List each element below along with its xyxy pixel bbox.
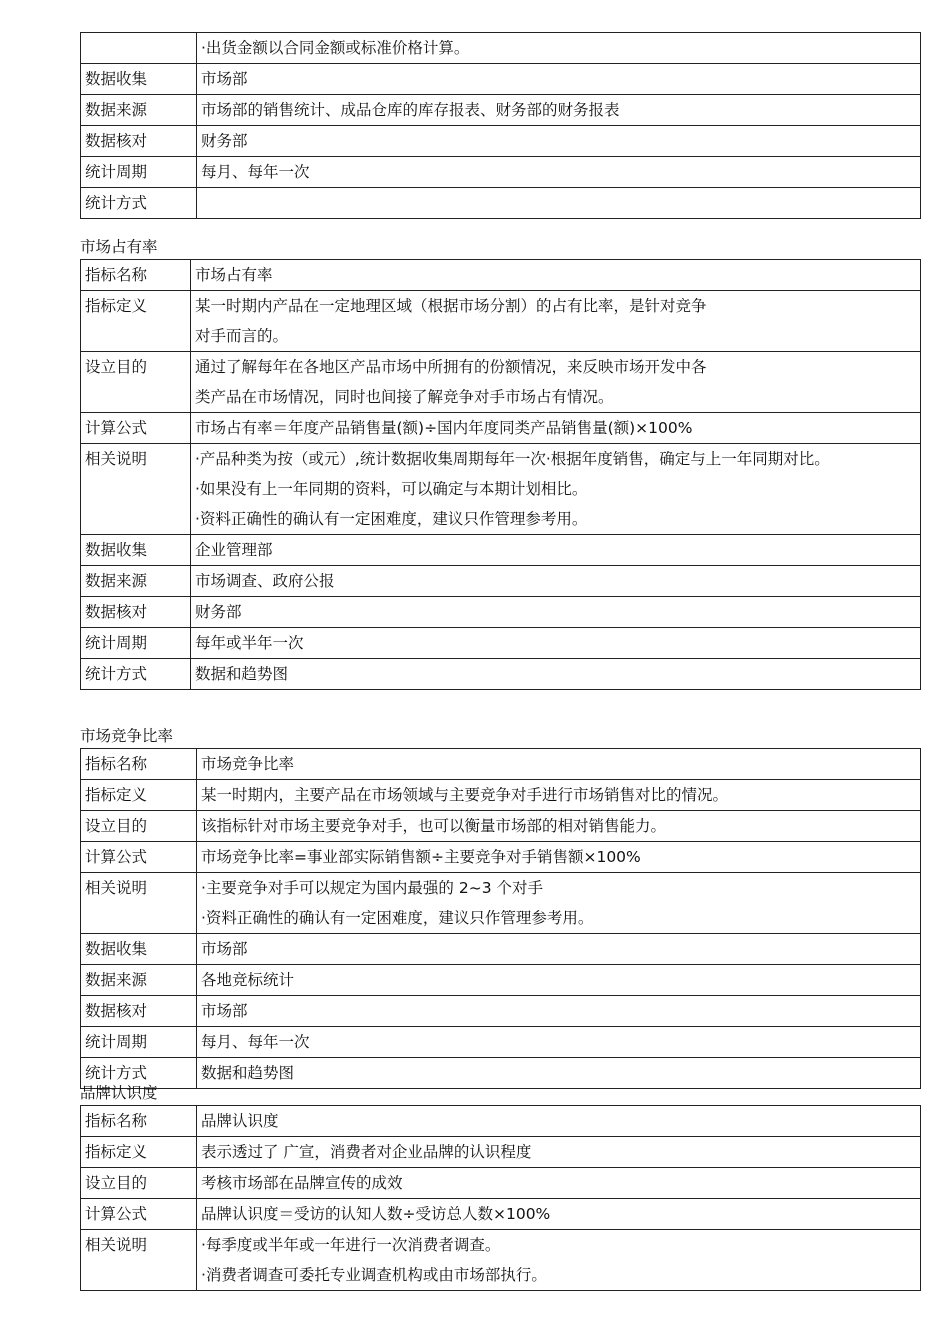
value-line: 某一时期内产品在一定地理区域（根据市场分割）的占有比率，是针对竞争 bbox=[195, 297, 707, 315]
row-label: 数据核对 bbox=[81, 597, 191, 628]
row-label: 数据收集 bbox=[81, 64, 197, 95]
table-row bbox=[81, 1058, 921, 1089]
table-continued bbox=[80, 32, 921, 219]
row-label: 指标名称 bbox=[81, 260, 191, 291]
row-value bbox=[197, 780, 921, 811]
value-line bbox=[201, 188, 920, 218]
value-line: 某一时期内，主要产品在市场领域与主要竞争对手进行市场销售对比的情况。 bbox=[201, 786, 729, 804]
row-label: 统计方式 bbox=[81, 188, 197, 219]
row-label: 指标名称 bbox=[81, 749, 197, 780]
row-value bbox=[197, 1058, 921, 1089]
value-line: 市场调查、政府公报 bbox=[195, 572, 335, 590]
row-label: 数据来源 bbox=[81, 95, 197, 126]
table-row bbox=[81, 873, 921, 934]
value-line: ·资料正确性的确认有一定困难度，建议只作管理参考用。 bbox=[195, 510, 588, 528]
row-label: 统计方式 bbox=[81, 1058, 197, 1089]
section-title-market-share: 市场占有率 bbox=[80, 238, 158, 256]
row-label: 指标定义 bbox=[81, 291, 191, 352]
section-title-competition-ratio: 市场竞争比率 bbox=[80, 727, 174, 745]
table-row bbox=[81, 535, 921, 566]
value-line: 企业管理部 bbox=[195, 541, 273, 559]
row-value bbox=[191, 260, 921, 291]
table-row bbox=[81, 1106, 921, 1137]
row-value bbox=[191, 535, 921, 566]
row-value bbox=[197, 126, 921, 157]
table-row bbox=[81, 352, 921, 413]
row-label: 计算公式 bbox=[81, 413, 191, 444]
value-line: 市场部的销售统计、成品仓库的库存报表、财务部的财务报表 bbox=[201, 101, 620, 119]
table-row bbox=[81, 780, 921, 811]
table-row bbox=[81, 1168, 921, 1199]
value-line: 市场部 bbox=[201, 1002, 248, 1020]
row-label: 数据来源 bbox=[81, 965, 197, 996]
row-value bbox=[197, 157, 921, 188]
row-value bbox=[197, 95, 921, 126]
value-line: 市场部 bbox=[201, 940, 248, 958]
row-value bbox=[197, 749, 921, 780]
value-line: 市场占有率＝年度产品销售量(额)÷国内年度同类产品销售量(额)×100% bbox=[195, 419, 693, 437]
row-value bbox=[197, 996, 921, 1027]
row-label: 指标定义 bbox=[81, 780, 197, 811]
row-label: 设立目的 bbox=[81, 811, 197, 842]
value-line: 通过了解每年在各地区产品市场中所拥有的份额情况，来反映市场开发中各 bbox=[195, 358, 707, 376]
value-line: 表示透过了 广宣，消费者对企业品牌的认识程度 bbox=[201, 1143, 532, 1161]
table-row bbox=[81, 1199, 921, 1230]
value-line: 数据和趋势图 bbox=[195, 665, 289, 683]
row-value bbox=[197, 1106, 921, 1137]
row-value bbox=[197, 873, 921, 934]
table-row bbox=[81, 842, 921, 873]
table-row bbox=[81, 260, 921, 291]
value-line: 市场竞争比率=事业部实际销售额÷主要竞争对手销售额×100% bbox=[201, 848, 641, 866]
value-line: 每月、每年一次 bbox=[201, 163, 310, 181]
row-label: 统计周期 bbox=[81, 1027, 197, 1058]
row-label: 设立目的 bbox=[81, 1168, 197, 1199]
section-title-brand-awareness: 品牌认识度 bbox=[80, 1084, 158, 1102]
row-label: 统计周期 bbox=[81, 628, 191, 659]
table-row bbox=[81, 157, 921, 188]
row-value bbox=[191, 413, 921, 444]
row-label: 数据来源 bbox=[81, 566, 191, 597]
table-row bbox=[81, 291, 921, 352]
value-line: ·每季度或半年或一年进行一次消费者调查。 bbox=[201, 1236, 501, 1254]
row-value bbox=[197, 33, 921, 64]
row-value bbox=[197, 842, 921, 873]
value-line: 市场占有率 bbox=[195, 266, 273, 284]
table-row bbox=[81, 996, 921, 1027]
table-row bbox=[81, 188, 921, 219]
row-label: 数据核对 bbox=[81, 126, 197, 157]
table-row bbox=[81, 965, 921, 996]
row-value bbox=[191, 444, 921, 535]
value-line: ·资料正确性的确认有一定困难度，建议只作管理参考用。 bbox=[201, 909, 594, 927]
row-value bbox=[197, 1027, 921, 1058]
value-line: 每年或半年一次 bbox=[195, 634, 304, 652]
row-label: 数据收集 bbox=[81, 535, 191, 566]
row-value bbox=[191, 628, 921, 659]
value-line: ·主要竞争对手可以规定为国内最强的 2~3 个对手 bbox=[201, 879, 543, 897]
row-label: 指标定义 bbox=[81, 1137, 197, 1168]
row-label: 数据收集 bbox=[81, 934, 197, 965]
value-line: 对手而言的。 bbox=[195, 327, 289, 345]
row-label: 相关说明 bbox=[81, 1230, 197, 1291]
row-value bbox=[197, 1137, 921, 1168]
table-row bbox=[81, 659, 921, 690]
table-row bbox=[81, 1027, 921, 1058]
row-value bbox=[191, 566, 921, 597]
value-line: 品牌认识度＝受访的认知人数÷受访总人数×100% bbox=[201, 1205, 551, 1223]
row-value bbox=[197, 811, 921, 842]
row-value bbox=[197, 64, 921, 95]
value-line: 市场部 bbox=[201, 70, 248, 88]
table-competition-ratio bbox=[80, 748, 921, 1089]
row-value bbox=[197, 1168, 921, 1199]
table-brand-awareness bbox=[80, 1105, 921, 1291]
row-value bbox=[197, 188, 921, 219]
table-row bbox=[81, 811, 921, 842]
table-row bbox=[81, 444, 921, 535]
value-line: 财务部 bbox=[201, 132, 248, 150]
table-market-share bbox=[80, 259, 921, 690]
row-label: 指标名称 bbox=[81, 1106, 197, 1137]
value-line: 类产品在市场情况，同时也间接了解竞争对手市场占有情况。 bbox=[195, 388, 614, 406]
table-row bbox=[81, 413, 921, 444]
value-line: 数据和趋势图 bbox=[201, 1064, 295, 1082]
table-row bbox=[81, 126, 921, 157]
row-label: 相关说明 bbox=[81, 444, 191, 535]
value-line: 各地竞标统计 bbox=[201, 971, 295, 989]
row-value bbox=[191, 291, 921, 352]
row-label: 计算公式 bbox=[81, 842, 197, 873]
row-label: 相关说明 bbox=[81, 873, 197, 934]
table-row bbox=[81, 749, 921, 780]
row-value bbox=[197, 1230, 921, 1291]
table-row bbox=[81, 1230, 921, 1291]
table-row bbox=[81, 64, 921, 95]
value-line: 该指标针对市场主要竞争对手，也可以衡量市场部的相对销售能力。 bbox=[201, 817, 667, 835]
table-row bbox=[81, 597, 921, 628]
table-row bbox=[81, 934, 921, 965]
row-label: 统计方式 bbox=[81, 659, 191, 690]
table-row bbox=[81, 1137, 921, 1168]
value-line: 每月、每年一次 bbox=[201, 1033, 310, 1051]
value-line: 财务部 bbox=[195, 603, 242, 621]
row-value bbox=[197, 1199, 921, 1230]
row-label: 设立目的 bbox=[81, 352, 191, 413]
table-row bbox=[81, 95, 921, 126]
value-line: ·出货金额以合同金额或标准价格计算。 bbox=[201, 39, 470, 57]
row-value bbox=[197, 965, 921, 996]
value-line: ·消费者调查可委托专业调查机构或由市场部执行。 bbox=[201, 1266, 547, 1284]
row-label: 统计周期 bbox=[81, 157, 197, 188]
row-label: 数据核对 bbox=[81, 996, 197, 1027]
table-row bbox=[81, 566, 921, 597]
value-line: ·如果没有上一年同期的资料，可以确定与本期计划相比。 bbox=[195, 480, 588, 498]
row-label bbox=[81, 33, 197, 64]
value-line: 考核市场部在品牌宣传的成效 bbox=[201, 1174, 403, 1192]
row-label: 计算公式 bbox=[81, 1199, 197, 1230]
value-line: 市场竞争比率 bbox=[201, 755, 295, 773]
row-value bbox=[191, 597, 921, 628]
value-line: ·产品种类为按（或元）,统计数据收集周期每年一次·根据年度销售，确定与上一年同期对比。 bbox=[195, 450, 830, 468]
table-row bbox=[81, 33, 921, 64]
row-value bbox=[197, 934, 921, 965]
row-value bbox=[191, 352, 921, 413]
row-value bbox=[191, 659, 921, 690]
table-row bbox=[81, 628, 921, 659]
value-line: 品牌认识度 bbox=[201, 1112, 279, 1130]
